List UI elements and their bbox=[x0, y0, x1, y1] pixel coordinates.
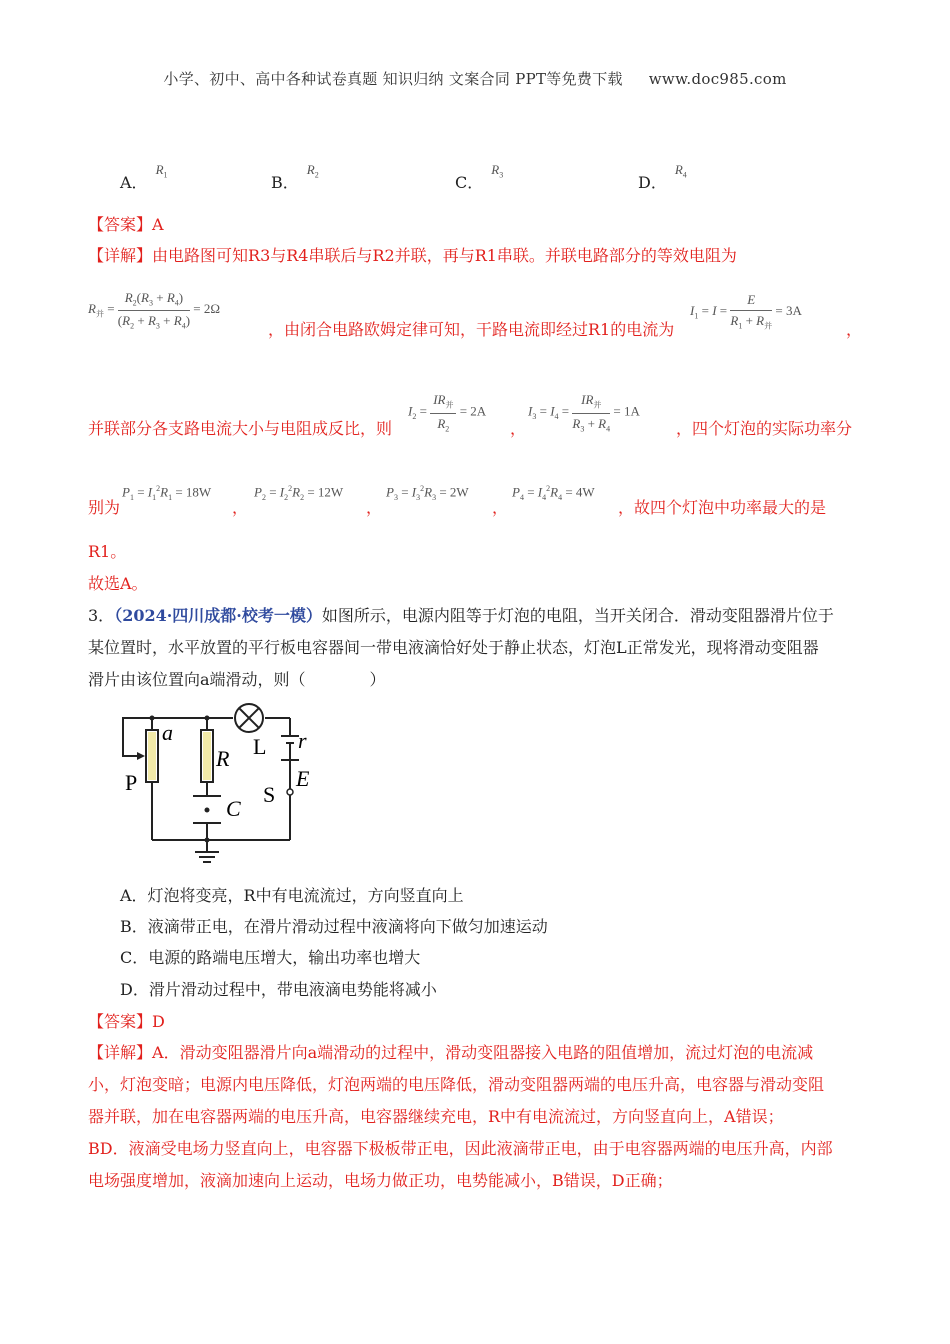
comma-4: ， bbox=[366, 498, 383, 517]
eq-i2: $I_2$ = $\frac{IR_并}{R_2}$ = 2A bbox=[408, 392, 487, 434]
comma-1: ， bbox=[846, 320, 863, 339]
label-S: S bbox=[263, 782, 276, 807]
q3-detail-line4: BD．液滴受电场力竖直向上，电容器下极板带正电，因此液滴带正电，由于电容器两端的电压升高，内部 bbox=[88, 1139, 833, 1158]
label-r: r bbox=[298, 728, 307, 753]
eq-p2: $P_2 = I_2^2R_2 = 12W$ bbox=[254, 484, 344, 502]
comma-2: ， bbox=[510, 419, 527, 438]
q3-source: （2024·四川成都·校考一模） bbox=[114, 606, 322, 625]
eq-i34: $I_3 = I_4$ = $\frac{IR_并}{R_3 + R_4}$ = 1A bbox=[528, 392, 640, 434]
q3-stem-line1: 3．（2024·四川成都·校考一模）如图所示，电源内阻等于灯泡的电阻，当开关闭合．滑动变阻器滑片位于 bbox=[88, 606, 834, 625]
q2-detail-line1: 【详解】由电路图可知R3与R4串联后与R2并联，再与R1串联。并联电路部分的等效电阻为 bbox=[88, 246, 737, 265]
label-C: C bbox=[226, 796, 241, 821]
circuit-diagram bbox=[115, 700, 335, 870]
q2-text-line3-start: 并联部分各支路电流大小与电阻成反比，则 bbox=[88, 419, 393, 438]
q3-detail-line2: 小，灯泡变暗；电源内电压降低，灯泡两端的电压降低，滑动变阻器两端的电压升高，电容器与滑动变阻 bbox=[88, 1075, 825, 1094]
page-header bbox=[0, 68, 950, 89]
q2-text-line5: R1。 bbox=[88, 542, 127, 561]
eq-current: $I_1 = I$ = $\frac{E}{R_1 + R_并}$ = 3A bbox=[690, 292, 802, 331]
option-a[interactable]: A．$R_1$ bbox=[120, 162, 168, 192]
q2-conclusion: 故选A。 bbox=[88, 574, 148, 593]
label-a: a bbox=[162, 720, 173, 745]
q3-stem-line3: 滑片由该位置向a端滑动，则（ ） bbox=[88, 670, 386, 689]
q2-text-line3-end: ，四个灯泡的实际功率分 bbox=[676, 419, 853, 438]
eq-r-parallel: $R_并$ = $\frac{R_2(R_3 + R_4)}{(R_2 + R_3 + R_4)}$ = 2Ω bbox=[88, 290, 221, 331]
eq-p3: $P_3 = I_3^2R_3 = 2W$ bbox=[386, 484, 469, 502]
eq-p1: $P_1 = I_1^2R_1 = 18W$ bbox=[122, 484, 212, 502]
header-site-link[interactable]: www.doc985.com bbox=[648, 70, 787, 88]
q3-choice-a[interactable]: A．灯泡将变亮，R中有电流流过，方向竖直向上 bbox=[120, 886, 464, 905]
q2-text-line4-end: ，故四个灯泡中功率最大的是 bbox=[618, 498, 827, 517]
label-R: R bbox=[216, 746, 230, 771]
eq-p4: $P_4 = I_4^2R_4 = 4W$ bbox=[512, 484, 595, 502]
q3-answer: 【答案】D bbox=[88, 1012, 165, 1031]
q2-text-after-eq1: ，由闭合电路欧姆定律可知，干路电流即经过R1的电流为 bbox=[268, 320, 675, 339]
q3-choice-b[interactable]: B．液滴带正电，在滑片滑动过程中液滴将向下做匀加速运动 bbox=[120, 917, 548, 936]
comma-5: ， bbox=[492, 498, 509, 517]
q2-text-line4-start: 别为 bbox=[88, 498, 121, 517]
q3-stem-line2: 某位置时，水平放置的平行板电容器间一带电液滴恰好处于静止状态，灯泡L正常发光，现将滑动变阻器 bbox=[88, 638, 819, 657]
option-b[interactable]: B．$R_2$ bbox=[271, 162, 319, 192]
comma-3: ， bbox=[232, 498, 249, 517]
q3-choice-c[interactable]: C．电源的路端电压增大，输出功率也增大 bbox=[120, 948, 421, 967]
option-d[interactable]: D．$R_4$ bbox=[638, 162, 687, 192]
option-c[interactable]: C．$R_3$ bbox=[455, 162, 504, 192]
q2-answer: 【答案】A bbox=[88, 215, 164, 234]
label-E: E bbox=[296, 766, 310, 791]
q3-detail-line5: 电场强度增加，液滴加速向上运动，电场力做正功，电势能减小，B错误，D正确； bbox=[88, 1171, 673, 1190]
header-text: 小学、初中、高中各种试卷真题 知识归纳 文案合同 PPT等免费下载 bbox=[163, 70, 623, 88]
label-L: L bbox=[253, 734, 267, 759]
q3-detail-line3: 器并联，加在电容器两端的电压升高，电容器继续充电，R中有电流流过，方向竖直向上，A错误； bbox=[88, 1107, 784, 1126]
q3-detail-line1: 【详解】A．滑动变阻器滑片向a端滑动的过程中，滑动变阻器接入电路的阻值增加，流过灯泡的电流减 bbox=[88, 1043, 814, 1062]
label-P: P bbox=[125, 770, 138, 795]
q3-choice-d[interactable]: D．滑片滑动过程中，带电液滴电势能将减小 bbox=[120, 980, 437, 999]
